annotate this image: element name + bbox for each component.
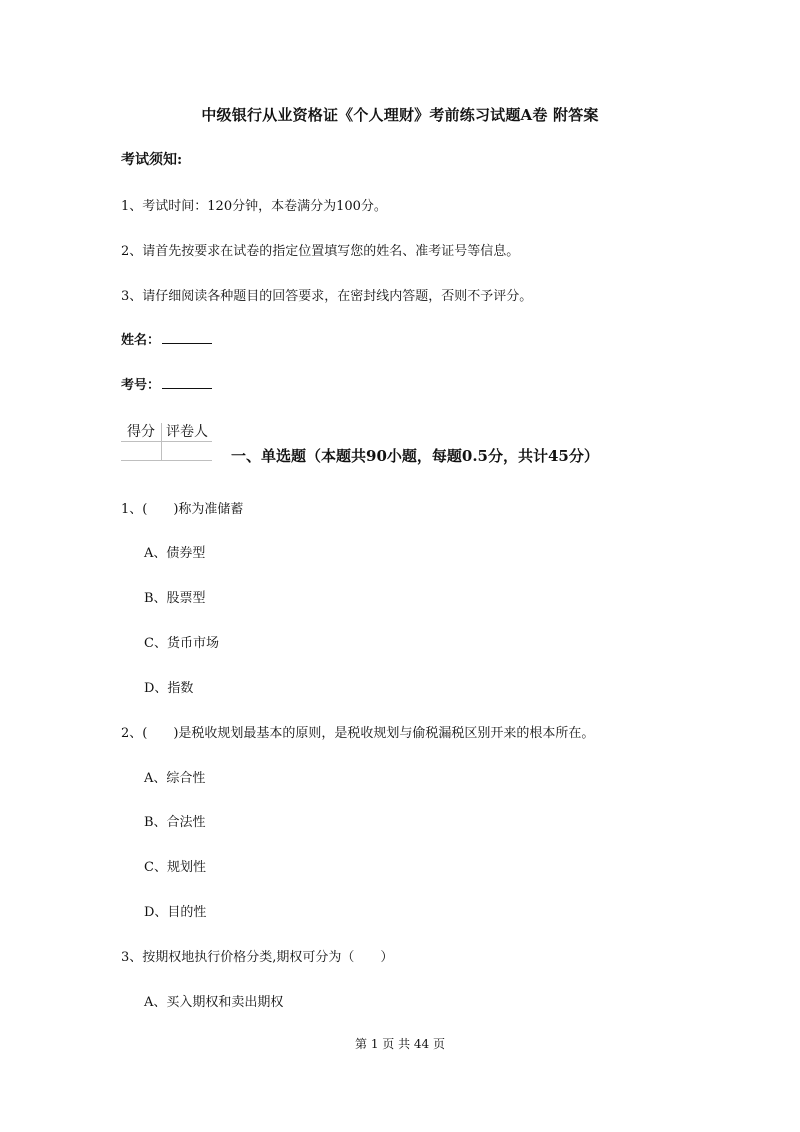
score-table: [121, 423, 212, 461]
id-blank[interactable]: [162, 376, 212, 389]
question-prefix: 3、按期权地执行价格分类,期权可分为（: [121, 950, 355, 965]
grader-header: 评卷人: [162, 423, 213, 442]
option-a[interactable]: A、债券型: [144, 546, 206, 561]
name-blank[interactable]: [162, 331, 212, 344]
option-a[interactable]: A、综合性: [144, 771, 206, 786]
name-field[interactable]: [121, 329, 212, 348]
option-c[interactable]: C、货币市场: [144, 636, 219, 651]
notice-item: 3、请仔细阅读各种题目的回答要求，在密封线内答题，否则不予评分。: [121, 289, 533, 304]
option-a[interactable]: A、买入期权和卖出期权: [144, 995, 284, 1010]
question-text: )称为准储蓄: [173, 502, 244, 517]
notice-heading: 考试须知:: [121, 152, 183, 168]
question-prefix: 1、(: [121, 502, 148, 517]
question-1: [121, 498, 243, 517]
option-b[interactable]: B、股票型: [144, 591, 206, 606]
score-header: 得分: [121, 423, 162, 442]
question-2: [121, 722, 594, 741]
page-footer: 第 1 页 共 44 页: [355, 1037, 445, 1051]
notice-item: 2、请首先按要求在试卷的指定位置填写您的姓名、准考证号等信息。: [121, 244, 520, 259]
name-label: 姓名：: [121, 333, 161, 348]
option-b[interactable]: B、合法性: [144, 815, 206, 830]
option-c[interactable]: C、规划性: [144, 860, 206, 875]
question-text: ）: [380, 950, 394, 965]
page-title: 中级银行从业资格证《个人理财》考前练习试题A卷 附答案: [201, 106, 599, 124]
question-3: [121, 946, 393, 965]
option-d[interactable]: D、指数: [144, 681, 194, 696]
id-field[interactable]: [121, 374, 212, 393]
option-d[interactable]: D、目的性: [144, 905, 207, 920]
section-heading: 一、单选题（本题共90小题，每题0.5分，共计45分）: [231, 447, 599, 465]
notice-item: 1、考试时间：120分钟，本卷满分为100分。: [121, 199, 387, 214]
id-label: 考号：: [121, 378, 161, 393]
question-text: )是税收规划最基本的原则，是税收规划与偷税漏税区别开来的根本所在。: [173, 726, 595, 741]
question-prefix: 2、(: [121, 726, 148, 741]
grader-cell[interactable]: [162, 442, 213, 461]
score-cell[interactable]: [121, 442, 162, 461]
